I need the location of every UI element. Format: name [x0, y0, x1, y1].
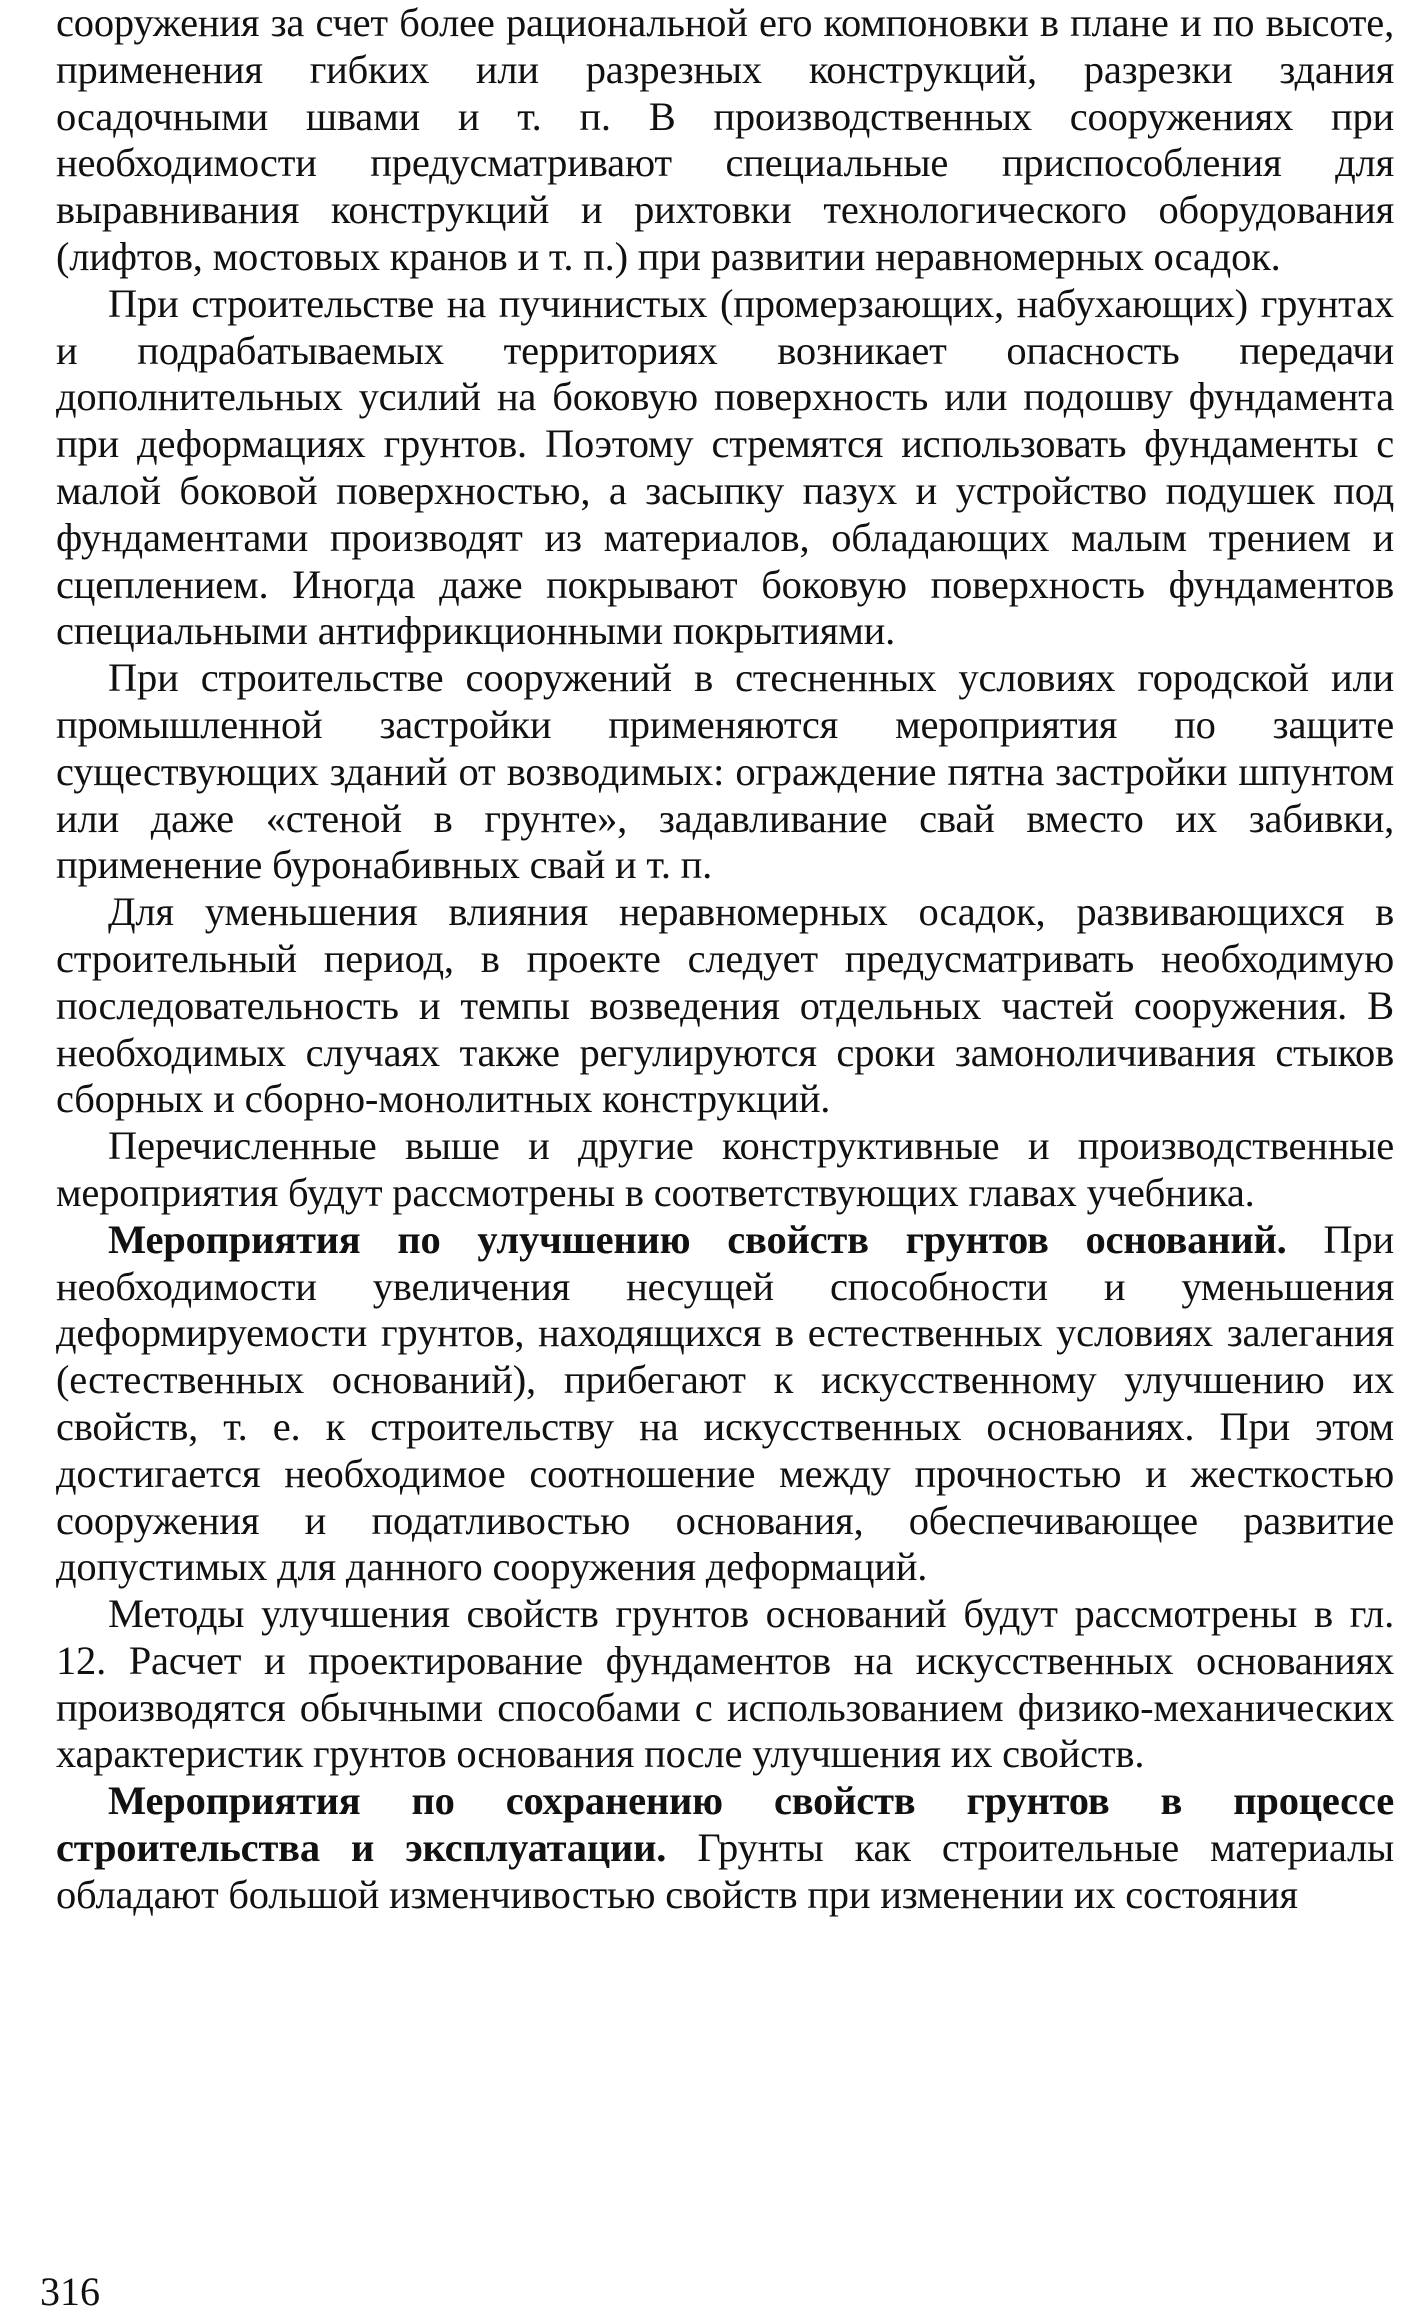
paragraph-6-text: При необходимости увеличения несущей способности и уменьшения деформируемости грунтов, находящихся в естественных условиях залегания (естественных оснований), прибегают к искусственному улучшению их свойств, т. е. к строительству на искусственных основаниях. При этом достигается необходимое соотношение между прочностью и жесткостью сооружения и податливостью основания, обеспечивающее развитие допустимых для данного сооружения деформаций.: [56, 1216, 1395, 1590]
paragraph-3: [56, 655, 1394, 889]
paragraph-2: [56, 281, 1394, 655]
paragraph-1: [56, 0, 1394, 281]
paragraph-4: [56, 889, 1394, 1123]
paragraph-1-text: сооружения за счет более рациональной его компоновки в плане и по высоте, применения гибких или разрезных конструкций, разрезки здания осадочными швами и т. п. В производственных сооружениях при необходимости предусматривают специальные приспособления для выравнивания конструкций и рихтовки технологического оборудования (лифтов, мостовых кранов и т. п.) при развитии неравномерных осадок.: [56, 0, 1394, 279]
paragraph-4-text: Для уменьшения влияния неравномерных осадок, развивающихся в строительный период, в проекте следует предусматривать необходимую последовательность и темпы возведения отдельных частей сооружения. В необходимых случаях также регулируются сроки замоноличивания стыков сборных и сборно-монолитных конструкций.: [56, 889, 1394, 1122]
paragraph-5-text: Перечисленные выше и другие конструктивные и производственные мероприятия будут рассмотрены в соответствующих главах учебника.: [56, 1123, 1394, 1215]
paragraph-6: [56, 1217, 1394, 1591]
paragraph-8-text: Грунты как строительные материалы обладают большой изменчивостью свойств при изменении их состояния: [56, 1825, 1394, 1917]
document-page: [56, 0, 1394, 1919]
section-heading-soil-preservation: Мероприятия по сохранению свойств грунтов в процессе строительства и эксплуатации.: [56, 1778, 1394, 1871]
paragraph-2-text: При строительстве на пучинистых (промерзающих, набухающих) грунтах и подрабатываемых территориях возникает опасность передачи дополнительных усилий на боковую поверхность или подошву фундамента при деформациях грунтов. Поэтому стремятся использовать фундаменты с малой боковой поверхностью, а засыпку пазух и устройство подушек под фундаментами производят из материалов, обладающих малым трением и сцеплением. Иногда даже покрывают боковую поверхность фундаментов специальными антифрикционными покрытиями.: [56, 280, 1394, 654]
paragraph-7: [56, 1591, 1394, 1778]
paragraph-7-text: Методы улучшения свойств грунтов оснований будут рассмотрены в гл. 12. Расчет и проектирование фундаментов на искусственных основаниях производятся обычными способами с использованием физико-механических характеристик грунтов основания после улучшения их свойств.: [56, 1591, 1394, 1777]
page-number: 316: [40, 2269, 100, 2314]
paragraph-3-text: При строительстве сооружений в стесненных условиях городской или промышленной застройки применяются мероприятия по защите существующих зданий от возводимых: ограждение пятна застройки шпунтом или даже «стеной в грунте», задавливание свай вместо их забивки, применение буронабивных свай и т. п.: [56, 655, 1394, 888]
section-heading-soil-improvement: Мероприятия по улучшению свойств грунтов оснований.: [108, 1216, 1287, 1262]
paragraph-5: [56, 1123, 1394, 1217]
paragraph-8: [56, 1778, 1394, 1918]
